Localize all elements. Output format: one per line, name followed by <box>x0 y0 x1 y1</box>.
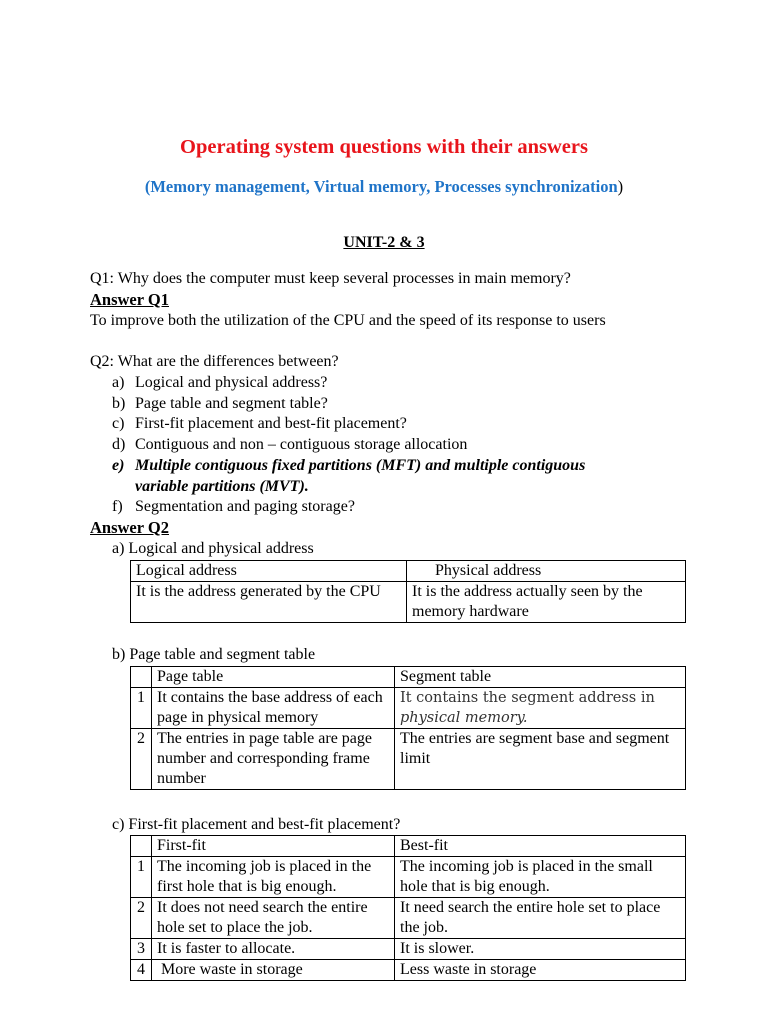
cell-best-fit: Less waste in storage <box>395 960 686 981</box>
cell-first-fit: It is faster to allocate. <box>152 939 395 960</box>
cell-best-fit: It is slower. <box>395 939 686 960</box>
document-subtitle <box>0 177 768 197</box>
unit-heading: UNIT-2 & 3 <box>343 234 425 251</box>
cell-segment-table: The entries are segment base and segment limit <box>395 729 686 790</box>
header-logical-address: Logical address <box>131 561 407 582</box>
table-header-row <box>131 667 686 688</box>
header-segment-table: Segment table <box>395 667 686 688</box>
cell-page-table: The entries in page table are page number and corresponding frame number <box>152 729 395 790</box>
table-row <box>131 857 686 898</box>
q2-question: Q2: What are the differences between? <box>90 353 339 370</box>
header-first-fit: First-fit <box>152 836 395 857</box>
table-row <box>131 898 686 939</box>
header-page-table: Page table <box>152 667 395 688</box>
q2-item-c: c) First-fit placement and best-fit placement? <box>112 415 407 432</box>
row-number: 2 <box>131 898 152 939</box>
section-b-heading: b) Page table and segment table <box>112 646 316 663</box>
table-row <box>131 939 686 960</box>
cell-page-table: It contains the base address of each page in physical memory <box>152 688 395 729</box>
q1-answer-label: Answer Q1 <box>90 290 169 309</box>
cell-physical: It is the address actually seen by the memory hardware <box>407 582 686 623</box>
cell-first-fit: More waste in storage <box>152 960 395 981</box>
cell-segment-table: It contains the segment address in physical memory. <box>395 688 686 729</box>
document-title: Operating system questions with their answers <box>180 136 588 158</box>
cell-best-fit: It need search the entire hole set to place the job. <box>395 898 686 939</box>
cell-best-fit: The incoming job is placed in the small hole that is big enough. <box>395 857 686 898</box>
q2-answer-label: Answer Q2 <box>90 518 169 537</box>
cell-logical: It is the address generated by the CPU <box>131 582 407 623</box>
table-row <box>131 688 686 729</box>
table-header-row <box>131 836 686 857</box>
q2-item-f: f) Segmentation and paging storage? <box>112 498 355 515</box>
cell-first-fit: It does not need search the entire hole set to place the job. <box>152 898 395 939</box>
table-row <box>131 960 686 981</box>
row-number: 1 <box>131 857 152 898</box>
table-header-row <box>131 561 686 582</box>
q2-item-e-continued: variable partitions (MVT). <box>135 478 309 495</box>
q1-answer: To improve both the utilization of the CPU and the speed of its response to users <box>90 312 606 329</box>
subtitle-open-paren: ( <box>144 177 151 196</box>
row-number: 4 <box>131 960 152 981</box>
cell-first-fit: The incoming job is placed in the first hole that is big enough. <box>152 857 395 898</box>
section-c-heading: c) First-fit placement and best-fit placement? <box>112 816 401 833</box>
header-physical-address: Physical address <box>407 561 686 582</box>
q1-question: Q1: Why does the computer must keep several processes in main memory? <box>90 270 571 287</box>
row-number: 1 <box>131 688 152 729</box>
row-number: 2 <box>131 729 152 790</box>
q2-item-a: a) Logical and physical address? <box>112 374 328 391</box>
page-segment-table <box>130 666 686 790</box>
subtitle-close-paren: ) <box>617 177 624 196</box>
q2-item-d: d) Contiguous and non – contiguous storage allocation <box>112 436 468 453</box>
table-row <box>131 582 686 623</box>
header-best-fit: Best-fit <box>395 836 686 857</box>
table-row <box>131 729 686 790</box>
logical-physical-table <box>130 560 686 623</box>
subtitle-text: Memory management, Virtual memory, Processes synchronization <box>150 177 618 196</box>
section-a-heading: a) Logical and physical address <box>112 540 314 557</box>
row-number: 3 <box>131 939 152 960</box>
q2-item-b: b) Page table and segment table? <box>112 395 328 412</box>
first-best-fit-table <box>130 835 686 981</box>
q2-item-e: e) Multiple contiguous fixed partitions (MFT) and multiple contiguous <box>112 457 586 474</box>
